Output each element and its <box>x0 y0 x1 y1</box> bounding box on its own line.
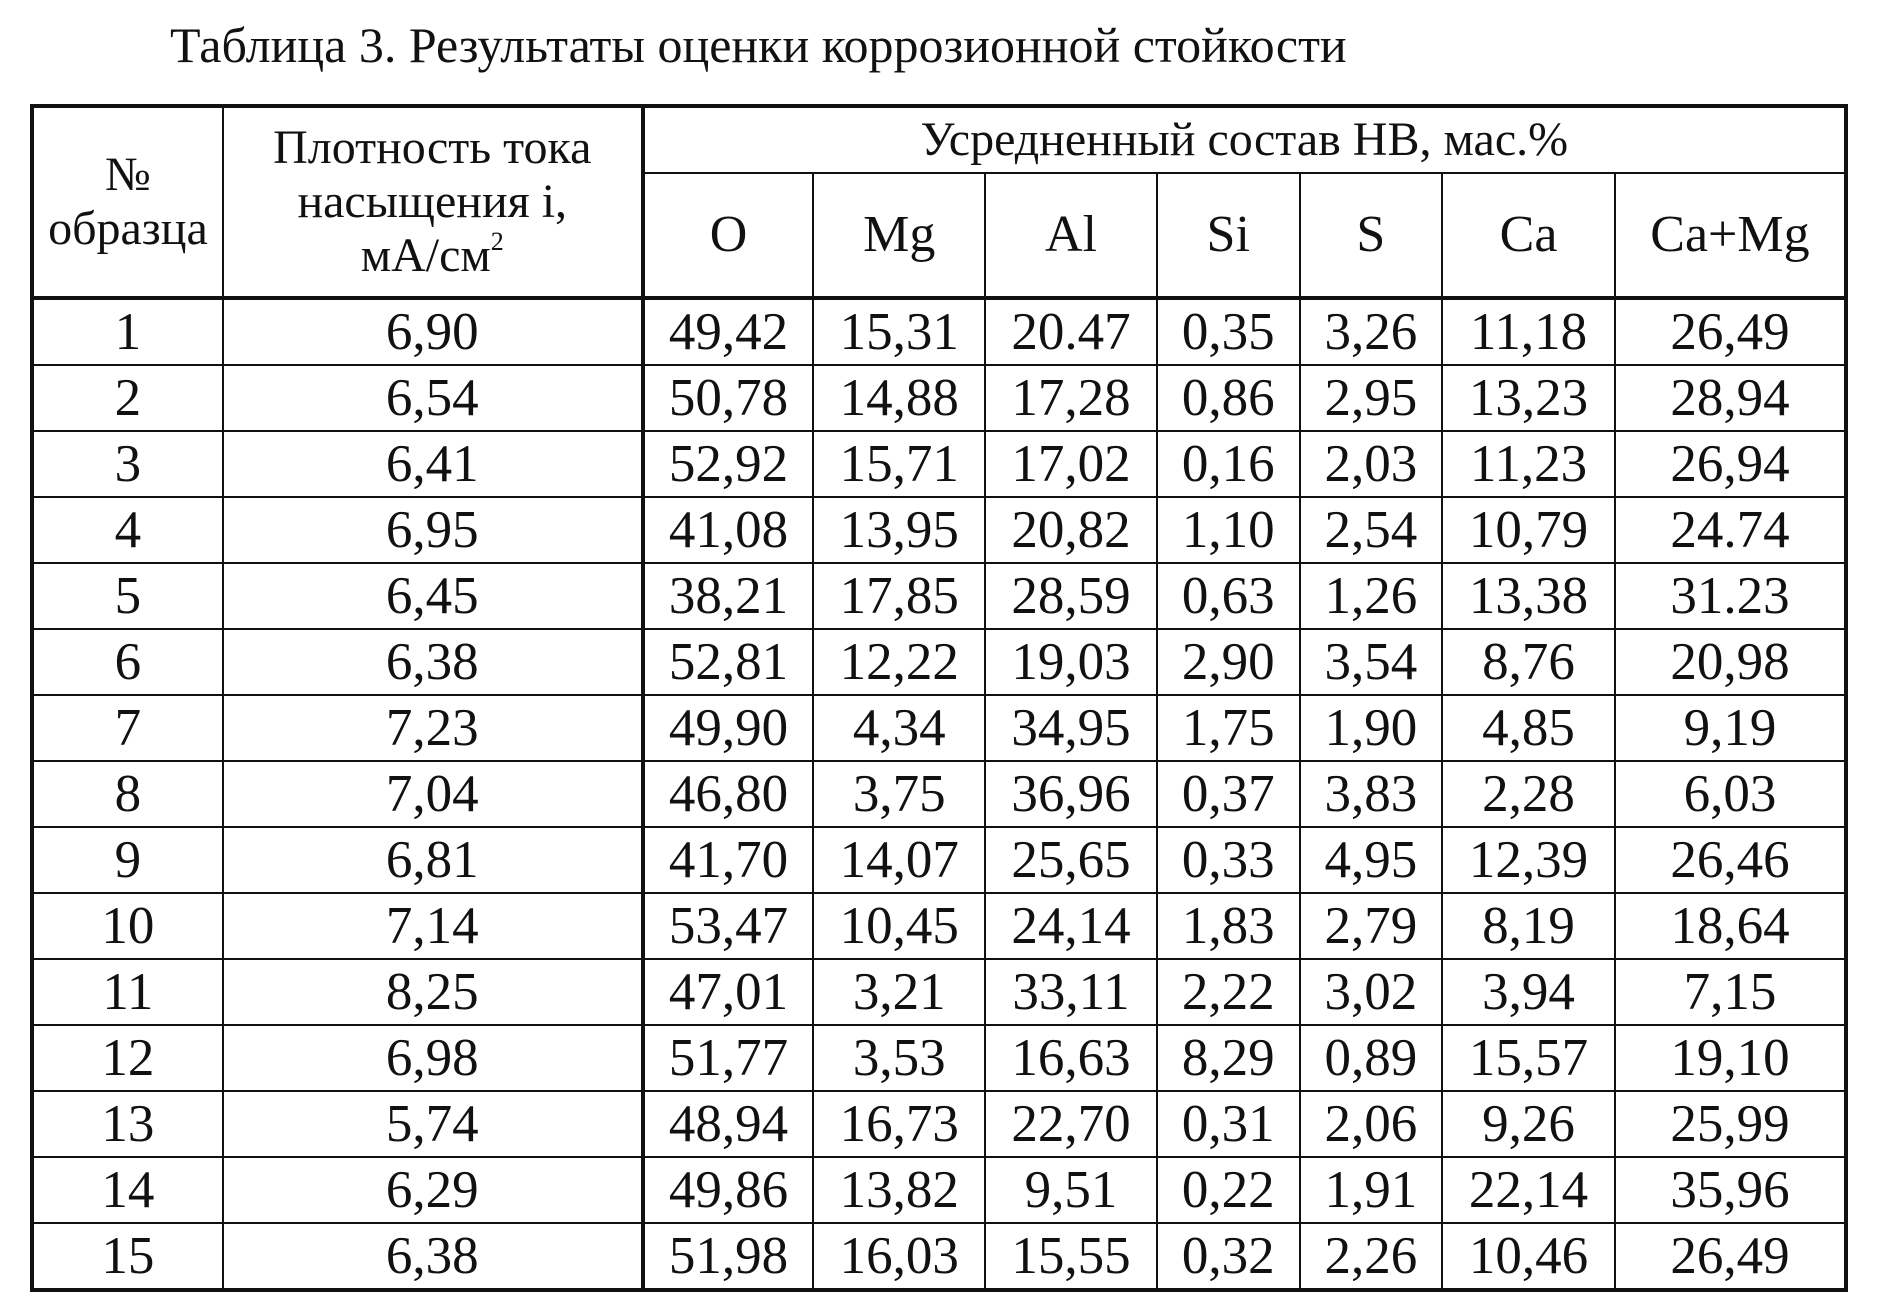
table-row <box>32 431 1846 497</box>
si-cell: 0,86 <box>1157 365 1300 431</box>
current-density-unit-exponent: 2 <box>490 227 504 256</box>
ca-mg-cell: 9,19 <box>1615 695 1846 761</box>
s-cell: 2,03 <box>1300 431 1443 497</box>
al-cell: 19,03 <box>985 629 1157 695</box>
sample-number-header-line-1: № <box>105 148 151 201</box>
sample-number-cell: 8 <box>32 761 223 827</box>
al-cell: 25,65 <box>985 827 1157 893</box>
current-density-cell: 7,04 <box>223 761 643 827</box>
current-density-cell: 5,74 <box>223 1091 643 1157</box>
ca-cell: 10,46 <box>1442 1223 1615 1290</box>
table-row <box>32 1157 1846 1223</box>
current-density-unit <box>224 229 641 283</box>
ca-cell: 8,19 <box>1442 893 1615 959</box>
s-cell: 3,54 <box>1300 629 1443 695</box>
element-header-o: O <box>643 173 814 298</box>
al-cell: 15,55 <box>985 1223 1157 1290</box>
s-cell: 1,91 <box>1300 1157 1443 1223</box>
mg-cell: 13,95 <box>813 497 985 563</box>
sample-number-cell: 13 <box>32 1091 223 1157</box>
mg-cell: 3,21 <box>813 959 985 1025</box>
mg-cell: 15,71 <box>813 431 985 497</box>
ca-mg-cell: 18,64 <box>1615 893 1846 959</box>
ca-mg-cell: 26,94 <box>1615 431 1846 497</box>
s-cell: 2,95 <box>1300 365 1443 431</box>
sample-number-cell: 2 <box>32 365 223 431</box>
o-cell: 49,90 <box>643 695 814 761</box>
o-cell: 52,81 <box>643 629 814 695</box>
element-header-si: Si <box>1157 173 1300 298</box>
sample-number-cell: 12 <box>32 1025 223 1091</box>
s-cell: 3,02 <box>1300 959 1443 1025</box>
ca-cell: 3,94 <box>1442 959 1615 1025</box>
s-cell: 2,06 <box>1300 1091 1443 1157</box>
o-cell: 41,70 <box>643 827 814 893</box>
table-row <box>32 761 1846 827</box>
sample-number-cell: 3 <box>32 431 223 497</box>
ca-mg-cell: 26,46 <box>1615 827 1846 893</box>
sample-number-cell: 9 <box>32 827 223 893</box>
sample-number-cell: 5 <box>32 563 223 629</box>
ca-cell: 11,23 <box>1442 431 1615 497</box>
table-row <box>32 959 1846 1025</box>
element-header-al: Al <box>985 173 1157 298</box>
mg-cell: 3,53 <box>813 1025 985 1091</box>
o-cell: 48,94 <box>643 1091 814 1157</box>
sample-number-header <box>32 106 223 298</box>
current-density-cell: 6,81 <box>223 827 643 893</box>
current-density-cell: 6,29 <box>223 1157 643 1223</box>
al-cell: 24,14 <box>985 893 1157 959</box>
al-cell: 22,70 <box>985 1091 1157 1157</box>
al-cell: 28,59 <box>985 563 1157 629</box>
si-cell: 2,22 <box>1157 959 1300 1025</box>
current-density-cell: 6,98 <box>223 1025 643 1091</box>
ca-mg-cell: 28,94 <box>1615 365 1846 431</box>
al-cell: 34,95 <box>985 695 1157 761</box>
ca-cell: 10,79 <box>1442 497 1615 563</box>
current-density-cell: 6,38 <box>223 1223 643 1290</box>
sample-number-cell: 11 <box>32 959 223 1025</box>
current-density-unit-text: мА/см <box>360 229 491 282</box>
s-cell: 2,26 <box>1300 1223 1443 1290</box>
table-row <box>32 497 1846 563</box>
mg-cell: 16,73 <box>813 1091 985 1157</box>
mg-cell: 17,85 <box>813 563 985 629</box>
current-density-header-line-2: насыщения i, <box>297 175 568 228</box>
ca-mg-cell: 19,10 <box>1615 1025 1846 1091</box>
sample-number-cell: 6 <box>32 629 223 695</box>
current-density-cell: 6,38 <box>223 629 643 695</box>
ca-cell: 8,76 <box>1442 629 1615 695</box>
al-cell: 9,51 <box>985 1157 1157 1223</box>
page-title: Таблица 3. Результаты оценки коррозионной стойкости <box>170 17 1347 73</box>
o-cell: 52,92 <box>643 431 814 497</box>
sample-number-cell: 10 <box>32 893 223 959</box>
current-density-header-line-1: Плотность тока <box>273 121 592 174</box>
si-cell: 2,90 <box>1157 629 1300 695</box>
table-row <box>32 629 1846 695</box>
ca-cell: 13,23 <box>1442 365 1615 431</box>
results-table <box>30 104 1848 1292</box>
al-cell: 17,02 <box>985 431 1157 497</box>
ca-mg-cell: 26,49 <box>1615 298 1846 365</box>
element-header-ca: Ca <box>1442 173 1615 298</box>
o-cell: 51,98 <box>643 1223 814 1290</box>
table-row <box>32 827 1846 893</box>
ca-cell: 15,57 <box>1442 1025 1615 1091</box>
si-cell: 0,37 <box>1157 761 1300 827</box>
table-row <box>32 563 1846 629</box>
s-cell: 3,26 <box>1300 298 1443 365</box>
si-cell: 0,31 <box>1157 1091 1300 1157</box>
si-cell: 0,63 <box>1157 563 1300 629</box>
ca-mg-cell: 31.23 <box>1615 563 1846 629</box>
current-density-cell: 7,14 <box>223 893 643 959</box>
table-row <box>32 1223 1846 1290</box>
s-cell: 3,83 <box>1300 761 1443 827</box>
si-cell: 0,33 <box>1157 827 1300 893</box>
s-cell: 2,79 <box>1300 893 1443 959</box>
si-cell: 1,10 <box>1157 497 1300 563</box>
ca-mg-cell: 24.74 <box>1615 497 1846 563</box>
ca-mg-cell: 6,03 <box>1615 761 1846 827</box>
table-body <box>32 298 1846 1290</box>
ca-mg-cell: 35,96 <box>1615 1157 1846 1223</box>
si-cell: 0,22 <box>1157 1157 1300 1223</box>
current-density-cell: 6,95 <box>223 497 643 563</box>
ca-cell: 13,38 <box>1442 563 1615 629</box>
ca-cell: 12,39 <box>1442 827 1615 893</box>
ca-mg-cell: 7,15 <box>1615 959 1846 1025</box>
composition-group-header: Усредненный состав НВ, мас.% <box>643 106 1846 173</box>
al-cell: 33,11 <box>985 959 1157 1025</box>
element-header-mg: Mg <box>813 173 985 298</box>
ca-mg-cell: 26,49 <box>1615 1223 1846 1290</box>
s-cell: 2,54 <box>1300 497 1443 563</box>
si-cell: 1,75 <box>1157 695 1300 761</box>
sample-number-cell: 1 <box>32 298 223 365</box>
sample-number-cell: 15 <box>32 1223 223 1290</box>
o-cell: 38,21 <box>643 563 814 629</box>
al-cell: 17,28 <box>985 365 1157 431</box>
ca-cell: 22,14 <box>1442 1157 1615 1223</box>
table-row <box>32 298 1846 365</box>
element-header-ca-mg: Ca+Mg <box>1615 173 1846 298</box>
table-row <box>32 893 1846 959</box>
table-row <box>32 1025 1846 1091</box>
mg-cell: 15,31 <box>813 298 985 365</box>
mg-cell: 16,03 <box>813 1223 985 1290</box>
current-density-cell: 6,90 <box>223 298 643 365</box>
current-density-cell: 8,25 <box>223 959 643 1025</box>
o-cell: 47,01 <box>643 959 814 1025</box>
o-cell: 49,86 <box>643 1157 814 1223</box>
mg-cell: 13,82 <box>813 1157 985 1223</box>
table-row <box>32 365 1846 431</box>
o-cell: 46,80 <box>643 761 814 827</box>
sample-number-header-line-2: образца <box>48 202 208 255</box>
ca-mg-cell: 20,98 <box>1615 629 1846 695</box>
al-cell: 20,82 <box>985 497 1157 563</box>
si-cell: 8,29 <box>1157 1025 1300 1091</box>
o-cell: 49,42 <box>643 298 814 365</box>
ca-mg-cell: 25,99 <box>1615 1091 1846 1157</box>
s-cell: 1,26 <box>1300 563 1443 629</box>
current-density-cell: 6,45 <box>223 563 643 629</box>
al-cell: 16,63 <box>985 1025 1157 1091</box>
ca-cell: 4,85 <box>1442 695 1615 761</box>
mg-cell: 14,88 <box>813 365 985 431</box>
header-row-group <box>32 106 1846 173</box>
ca-cell: 9,26 <box>1442 1091 1615 1157</box>
mg-cell: 12,22 <box>813 629 985 695</box>
si-cell: 1,83 <box>1157 893 1300 959</box>
o-cell: 41,08 <box>643 497 814 563</box>
si-cell: 0,32 <box>1157 1223 1300 1290</box>
current-density-cell: 6,41 <box>223 431 643 497</box>
sample-number-cell: 14 <box>32 1157 223 1223</box>
al-cell: 20.47 <box>985 298 1157 365</box>
element-header-s: S <box>1300 173 1443 298</box>
current-density-cell: 6,54 <box>223 365 643 431</box>
current-density-cell: 7,23 <box>223 695 643 761</box>
o-cell: 53,47 <box>643 893 814 959</box>
mg-cell: 4,34 <box>813 695 985 761</box>
s-cell: 0,89 <box>1300 1025 1443 1091</box>
ca-cell: 2,28 <box>1442 761 1615 827</box>
mg-cell: 3,75 <box>813 761 985 827</box>
o-cell: 50,78 <box>643 365 814 431</box>
o-cell: 51,77 <box>643 1025 814 1091</box>
sample-number-cell: 4 <box>32 497 223 563</box>
sample-number-cell: 7 <box>32 695 223 761</box>
mg-cell: 10,45 <box>813 893 985 959</box>
s-cell: 4,95 <box>1300 827 1443 893</box>
table-header <box>32 106 1846 298</box>
s-cell: 1,90 <box>1300 695 1443 761</box>
ca-cell: 11,18 <box>1442 298 1615 365</box>
si-cell: 0,35 <box>1157 298 1300 365</box>
si-cell: 0,16 <box>1157 431 1300 497</box>
table-row <box>32 695 1846 761</box>
current-density-header <box>223 106 643 298</box>
al-cell: 36,96 <box>985 761 1157 827</box>
table-row <box>32 1091 1846 1157</box>
mg-cell: 14,07 <box>813 827 985 893</box>
